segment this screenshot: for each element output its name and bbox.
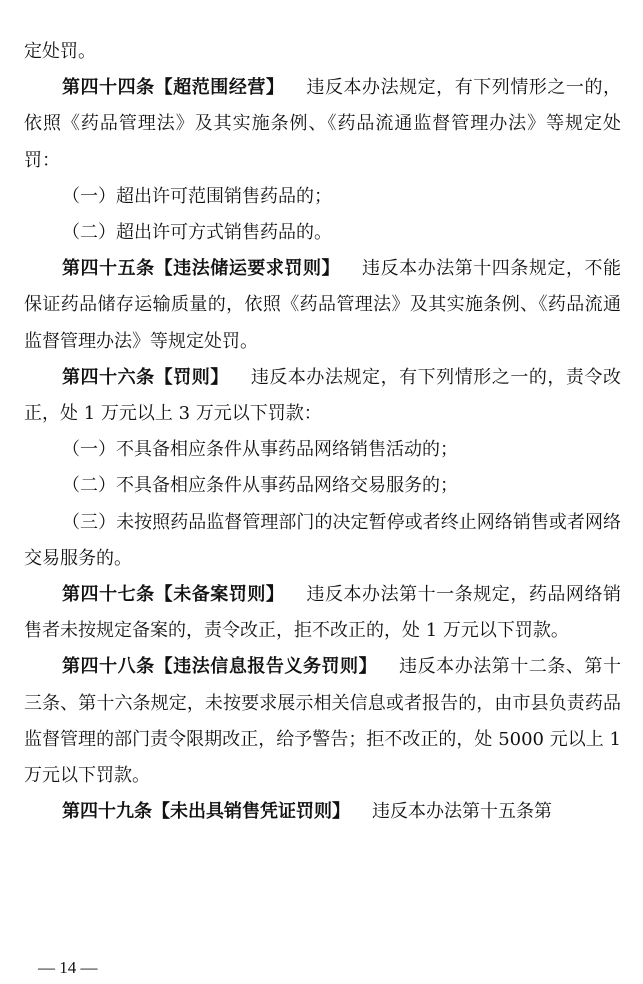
article-text: 违反本办法第十五条第 bbox=[372, 801, 552, 823]
list-item-text: （三）未按照药品监督管理部门的决定暂停或者终止网络销售或者网络交易服务的。 bbox=[24, 511, 621, 569]
list-item bbox=[24, 432, 621, 468]
article-45 bbox=[24, 251, 621, 360]
paragraph-text: 定处罚。 bbox=[24, 41, 96, 62]
list-item bbox=[24, 505, 621, 577]
article-title: 第四十四条【超范围经营】 bbox=[62, 77, 285, 99]
list-item-text: （一）不具备相应条件从事药品网络销售活动的； bbox=[62, 439, 458, 461]
list-item-text: （一）超出许可范围销售药品的； bbox=[62, 185, 332, 207]
article-title: 第四十六条【罚则】 bbox=[62, 366, 229, 388]
article-text: 违反本办法规定，有下列情形之一的，依照《药品管理法》及其实施条例、《药品流通监督管理办法》等规定处罚： bbox=[24, 77, 622, 171]
article-title: 第四十五条【违法储运要求罚则】 bbox=[62, 258, 341, 280]
article-47 bbox=[24, 577, 621, 649]
article-48 bbox=[24, 649, 621, 794]
article-49 bbox=[24, 794, 621, 830]
article-title: 第四十七条【未备案罚则】 bbox=[62, 584, 285, 606]
article-text: 违反本办法第十四条规定，不能保证药品储存运输质量的，依照《药品管理法》及其实施条例、《药品流通监督管理办法》等规定处罚。 bbox=[24, 258, 622, 352]
list-item bbox=[24, 179, 621, 215]
document-body bbox=[24, 34, 621, 830]
page-number: — 14 — bbox=[38, 958, 98, 977]
list-item bbox=[24, 468, 621, 504]
paragraph bbox=[24, 34, 621, 70]
list-item bbox=[24, 215, 621, 251]
article-text: 违反本办法第十一条规定，药品网络销售者未按规定备案的，责令改正，拒不改正的，处 1 万元以下罚款。 bbox=[24, 584, 622, 642]
list-item-text: （二）超出许可方式销售药品的。 bbox=[62, 222, 332, 244]
list-item-text: （二）不具备相应条件从事药品网络交易服务的； bbox=[62, 475, 458, 497]
article-title: 第四十八条【违法信息报告义务罚则】 bbox=[62, 656, 378, 678]
article-title: 第四十九条【未出具销售凭证罚则】 bbox=[62, 801, 350, 823]
article-text: 违反本办法第十二条、第十三条、第十六条规定，未按要求展示相关信息或者报告的，由市县负责药品监督管理的部门责令限期改正，给予警告；拒不改正的，处 5000 元以上 1 万元以下罚款。 bbox=[24, 656, 622, 787]
article-text: 违反本办法规定，有下列情形之一的，责令改正，处 1 万元以上 3 万元以下罚款： bbox=[24, 366, 622, 425]
article-44 bbox=[24, 70, 621, 179]
article-46 bbox=[24, 360, 621, 432]
